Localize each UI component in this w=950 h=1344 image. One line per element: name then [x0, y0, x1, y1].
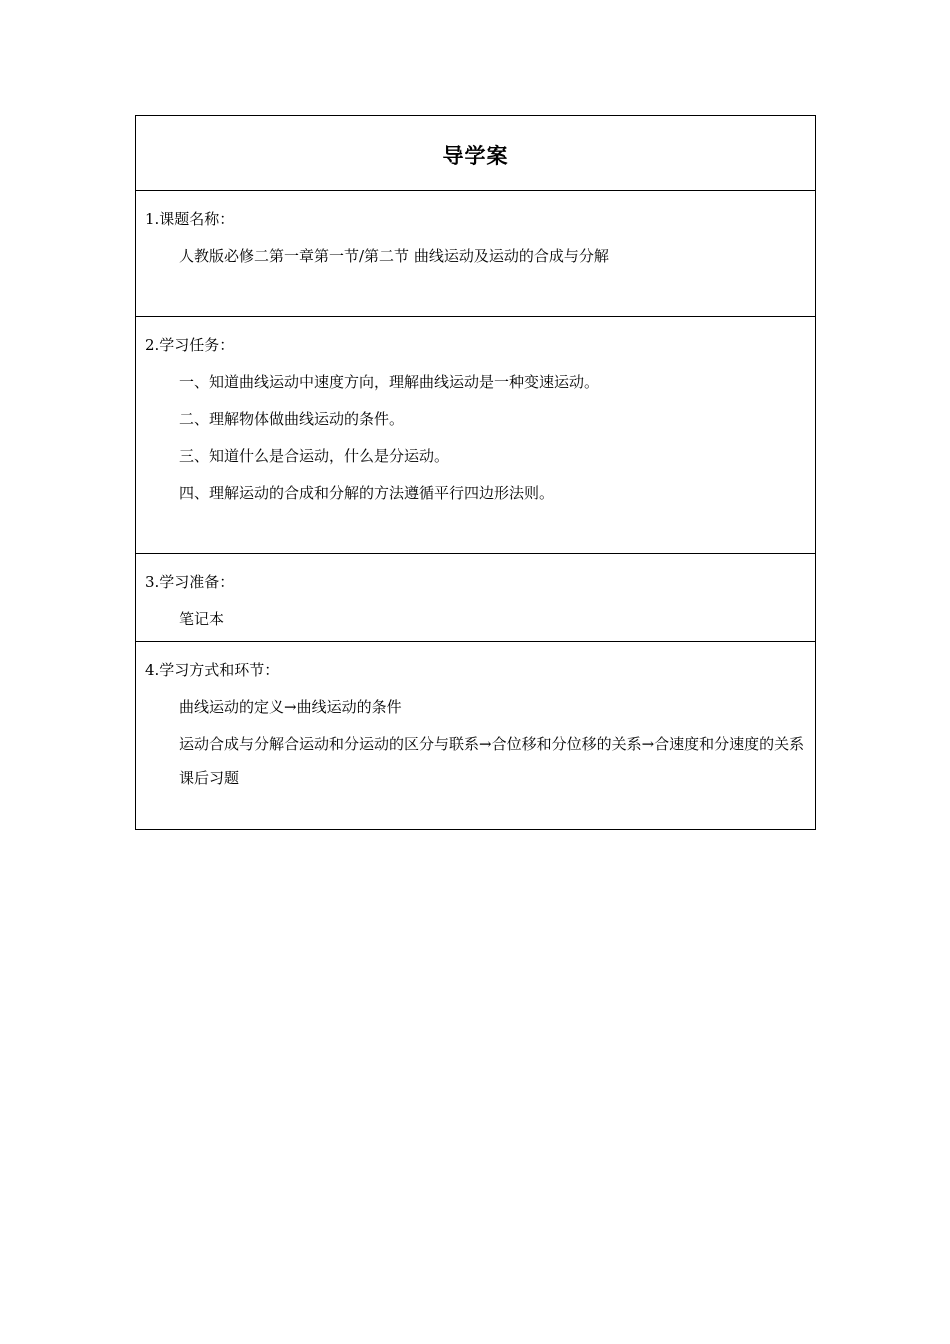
section-learning-tasks — [136, 317, 815, 554]
document-title: 导学案 — [442, 144, 509, 168]
step-item: 曲线运动的定义→曲线运动的条件 — [179, 698, 402, 716]
section-line: 人教版必修二第一章第一节/第二节 曲线运动及运动的合成与分解 — [179, 247, 609, 265]
section-methods-and-steps — [136, 642, 815, 829]
section-heading: 2.学习任务： — [145, 336, 235, 354]
task-item: 三、知道什么是合运动，什么是分运动。 — [179, 447, 450, 465]
step-item: 课后习题 — [179, 769, 240, 787]
task-item: 一、知道曲线运动中速度方向，理解曲线运动是一种变速运动。 — [179, 373, 600, 391]
section-preparation — [136, 554, 815, 642]
section-heading: 1.课题名称： — [145, 210, 235, 228]
section-heading: 3.学习准备： — [145, 573, 235, 591]
title-row — [136, 116, 815, 191]
task-item: 二、理解物体做曲线运动的条件。 — [179, 410, 405, 428]
section-course-title — [136, 191, 815, 317]
step-item: 运动合成与分解合运动和分运动的区分与联系→合位移和分位移的关系→合速度和分速度的关系 — [179, 735, 805, 753]
lesson-plan-table — [135, 115, 816, 830]
section-heading: 4.学习方式和环节： — [145, 661, 280, 679]
section-line: 笔记本 — [179, 610, 225, 628]
task-item: 四、理解运动的合成和分解的方法遵循平行四边形法则。 — [179, 484, 555, 502]
